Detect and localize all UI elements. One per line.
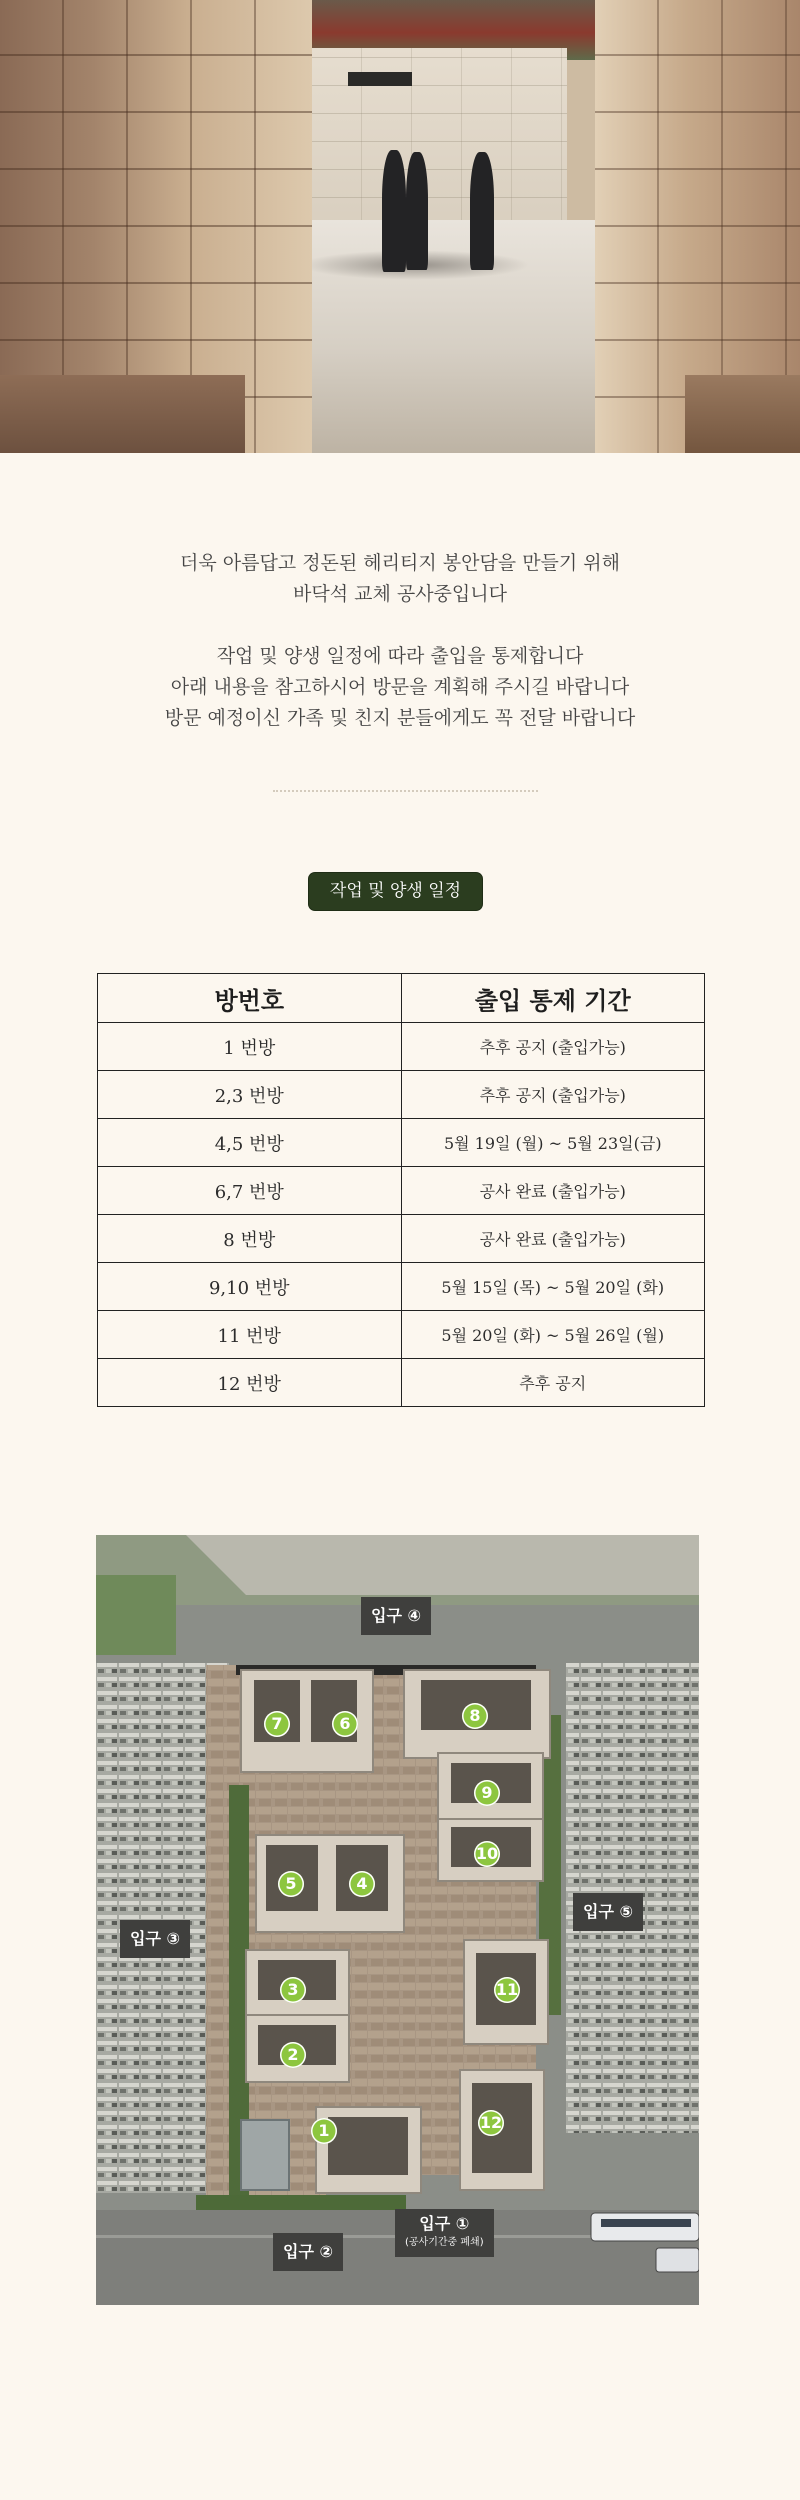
notice-line: 바닥석 교체 공사중입니다 (293, 583, 507, 605)
room-cell: 4,5 번방 (98, 1119, 402, 1167)
entrance-4-label: 입구 ④ (361, 1597, 431, 1635)
room-marker-9: 9 (474, 1780, 500, 1806)
aerial-site-map (96, 1535, 699, 2305)
header-room: 방번호 (98, 974, 402, 1023)
table-header-row (98, 974, 705, 1023)
notice-line: 아래 내용을 참고하시어 방문을 계획해 주시길 바랍니다 (170, 676, 630, 698)
room-marker-11: 11 (494, 1977, 520, 2003)
table-row (98, 1311, 705, 1359)
period-cell: 5월 19일 (월) ~ 5월 23일(금) (401, 1119, 705, 1167)
room-marker-8: 8 (462, 1703, 488, 1729)
schedule-table (97, 973, 705, 1407)
room-marker-4: 4 (349, 1871, 375, 1897)
hero-photo (0, 0, 800, 453)
room-cell: 6,7 번방 (98, 1167, 402, 1215)
table-row (98, 1023, 705, 1071)
notice-text (0, 548, 800, 734)
entrance-1-title: 입구 ① (419, 2214, 470, 2233)
room-cell: 2,3 번방 (98, 1071, 402, 1119)
table-row (98, 1215, 705, 1263)
room-marker-6: 6 (332, 1711, 358, 1737)
period-cell: 추후 공지 (401, 1359, 705, 1407)
notice-line: 방문 예정이신 가족 및 친지 분들에게도 꼭 전달 바랍니다 (164, 707, 636, 729)
header-period: 출입 통제 기간 (401, 974, 705, 1023)
room-marker-3: 3 (280, 1977, 306, 2003)
room-marker-10: 10 (474, 1841, 500, 1867)
table-row (98, 1071, 705, 1119)
period-cell: 5월 20일 (화) ~ 5월 26일 (월) (401, 1311, 705, 1359)
entrance-1-label (395, 2209, 494, 2257)
room-marker-5: 5 (278, 1871, 304, 1897)
period-cell: 공사 완료 (출입가능) (401, 1215, 705, 1263)
table-row (98, 1263, 705, 1311)
period-cell: 5월 15일 (목) ~ 5월 20일 (화) (401, 1263, 705, 1311)
room-marker-7: 7 (264, 1711, 290, 1737)
table-row (98, 1359, 705, 1407)
entrance-5-label: 입구 ⑤ (573, 1893, 643, 1931)
room-marker-12: 12 (478, 2110, 504, 2136)
notice-line: 더욱 아름답고 정돈된 헤리티지 봉안담을 만들기 위해 (179, 552, 621, 574)
room-marker-2: 2 (280, 2042, 306, 2068)
room-cell: 1 번방 (98, 1023, 402, 1071)
notice-line: 작업 및 양생 일정에 따라 출입을 통제합니다 (216, 645, 584, 667)
entrance-3-label: 입구 ③ (120, 1920, 190, 1958)
room-cell: 11 번방 (98, 1311, 402, 1359)
entrance-2-label: 입구 ② (273, 2233, 343, 2271)
room-cell: 9,10 번방 (98, 1263, 402, 1311)
period-cell: 공사 완료 (출입가능) (401, 1167, 705, 1215)
room-cell: 8 번방 (98, 1215, 402, 1263)
dotted-divider (273, 790, 538, 792)
period-cell: 추후 공지 (출입가능) (401, 1023, 705, 1071)
table-row (98, 1119, 705, 1167)
table-row (98, 1167, 705, 1215)
room-marker-1: 1 (311, 2118, 337, 2144)
schedule-badge: 작업 및 양생 일정 (309, 873, 482, 910)
period-cell: 추후 공지 (출입가능) (401, 1071, 705, 1119)
entrance-1-note: (공사기간중 폐쇄) (405, 2237, 484, 2248)
room-cell: 12 번방 (98, 1359, 402, 1407)
